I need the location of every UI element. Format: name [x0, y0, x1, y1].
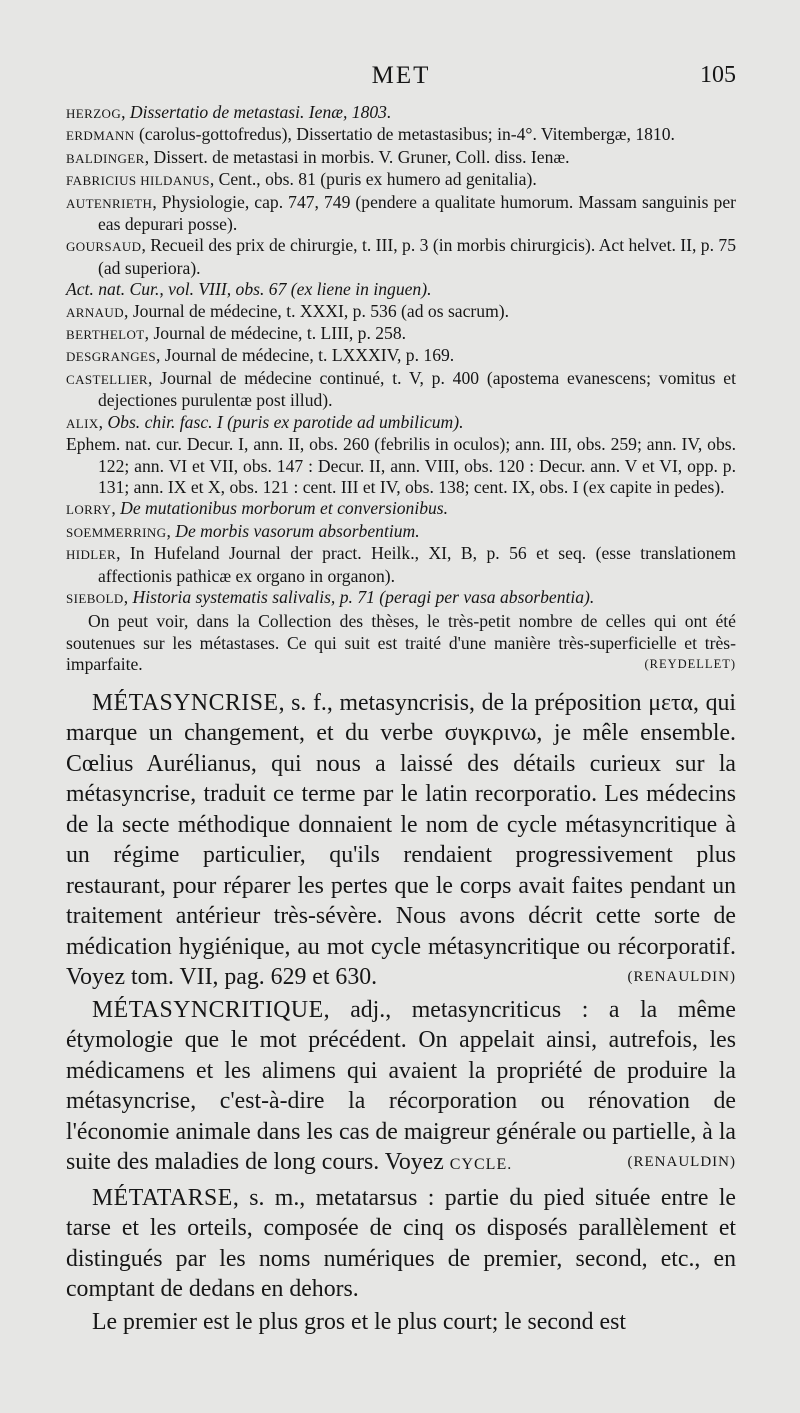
bib-author: SIEBOLD [66, 590, 124, 606]
bib-text: Journal de médecine, t. LIII, p. 258. [153, 323, 407, 344]
bib-entry: AUTENRIETH, Physiologie, cap. 747, 749 (pendere a qualitate humorum. Massam sanguinis per eas depurari posse). [66, 191, 736, 235]
article-metasyncrise [66, 688, 736, 993]
bib-author: HERZOG [66, 106, 122, 121]
bib-author: ARNAUD [66, 304, 125, 320]
bib-text: Journal de médecine, t. LXXXIV, p. 169. [164, 345, 455, 366]
bib-text: De mutationibus morborum et conversionibus. [120, 498, 449, 519]
article-text: , adj., metasyncriticus : a la même étymologie que le mot précédent. On appelait ainsi, autrefois, les médicamens et les alimens qui avaient la propriété de produire la métasyncrise, c'est-à-dire la récorporation ou rénovation de l'économie animale dans les cas de maigreur générale ou partielle, à la suite des maladies de long cours. Voyez [66, 996, 736, 1176]
bib-entry [66, 124, 736, 146]
bib-entry: ARNAUD, Journal de médecine, t. XXXI, p. 536 (ad os sacrum). [66, 300, 510, 321]
bib-entry: SOEMMERRING, De morbis vasorum absorbentium. [66, 520, 420, 541]
bib-text: Obs. chir. fasc. I (puris ex parotide ad umbilicum). [107, 411, 464, 432]
article-text: , s. m., metatarsus : partie du pied située entre le tarse et les orteils, composée de cinq os disposés parallèlement et distingués par les noms numériques de premier, second, etc., en comptant de dedans en dehors. [66, 1184, 736, 1303]
bib-entry: DESGRANGES, Journal de médecine, t. LXXXIV, p. 169. [66, 345, 455, 366]
bib-text: (carolus-gottofredus), Dissertatio de metastasibus; in-4°. Vitembergæ, 1810. [138, 124, 675, 145]
article-metasyncritique [66, 995, 736, 1181]
article-lemma: MÉTASYNCRISE [92, 689, 279, 716]
bib-author: ERDMANN [66, 128, 135, 144]
bib-author: GOURSAUD [66, 239, 142, 255]
article-lemma: MÉTATARSE [92, 1184, 233, 1211]
running-head: MET [371, 62, 431, 89]
bib-text: Journal de médecine continué, t. V, p. 400 (apostema evanescens; vomitus et dejectiones purulentæ post illud). [98, 367, 736, 411]
article-text: Le premier est le plus gros et le plus court; le second est [92, 1308, 626, 1335]
bib-entry: HIDLER, In Hufeland Journal der pract. Heilk., XI, B, p. 56 et seq. (esse translationem affectionis pathicæ ex organo in organon). [66, 543, 736, 586]
bib-entry: FABRICIUS HILDANUS, Cent., obs. 81 (puris ex humero ad genitalia). [66, 169, 537, 190]
bib-text: Cent., obs. 81 (puris ex humero ad genitalia). [218, 169, 537, 190]
bib-entry: CASTELLIER, Journal de médecine continué, t. V, p. 400 (apostema evanescens; vomitus et dejectiones purulentæ post illud). [66, 367, 736, 411]
article-lemma: MÉTASYNCRITIQUE [92, 996, 324, 1023]
article-signature: (RENAULDIN) [627, 1154, 736, 1171]
bib-text: Act. nat. Cur., vol. VIII, obs. 67 (ex liene in inguen). [66, 279, 432, 300]
bib-author: LORRY [66, 502, 112, 518]
bib-text: De morbis vasorum absorbentium. [175, 520, 420, 541]
bib-entry: BALDINGER, Dissert. de metastasi in morbis. V. Gruner, Coll. diss. Ienæ. [66, 146, 570, 167]
bib-entry [66, 279, 736, 300]
bibliography [66, 102, 736, 676]
bib-entry: GOURSAUD, Recueil des prix de chirurgie, t. III, p. 3 (in morbis chirurgicis). Act helvet. II, p. 75 (ad superiora). [66, 235, 736, 278]
article-metatarse [66, 1183, 736, 1305]
article-continuation [66, 1307, 736, 1338]
bib-entry: SIEBOLD, Historia systematis salivalis, p. 71 (peragi per vasa absorbentia). [66, 586, 595, 607]
bib-text: Ephem. nat. cur. Decur. I, ann. II, obs. 260 (febrilis in oculos); ann. III, obs. 259; ann. IV, obs. 122; ann. VI et VII, obs. 147 : Decur. II, ann. VIII, obs. 120 : Decur. ann. V et VI, opp. p. 131; ann. IX et X, obs. 121 : cent. III et IV, obs. 138; cent. IX, obs. I (ex capite in pedes). [66, 434, 736, 497]
bib-text: Physiologie, cap. 747, 749 (pendere a qualitate humorum. Massam sanguinis per eas depurari posse). [98, 191, 736, 235]
article-text: , s. f., metasyncrisis, de la préposition μετα, qui marque un changement, et du verbe συγκρινω, je mêle ensemble. Cœlius Aurélianus, qui nous a laissé des détails curieux sur la métasyncrise, traduit ce terme par le latin recorporatio. Les médecins de la secte méthodique donnaient le nom de cycle métasyncritique à un régime particulier, qu'ils rendaient progressivement plus restaurant, pour réparer les pertes que le corps avait faites pendant un traitement antérieur très-sévère. Nous avons décrit cette sorte de médication hygiénique, au mot cycle métasyncritique ou récorporatif. Voyez tom. VII, pag. 629 et 630. [66, 689, 736, 991]
note-signature: (REYDELLET) [644, 657, 736, 672]
bib-entry [66, 434, 736, 498]
bib-author: BERTHELOT [66, 327, 145, 343]
bib-entry: ALIX, Obs. chir. fasc. I (puris ex parotide ad umbilicum). [66, 411, 464, 432]
bib-author: FABRICIUS HILDANUS [66, 173, 210, 189]
article-signature: (RENAULDIN) [627, 969, 736, 986]
bib-author: ALIX [66, 415, 99, 431]
note-text: On peut voir, dans la Collection des thèses, le très-petit nombre de celles qui ont été soutenues sur les métastases. Ce qui suit est traité d'une manière très-superficielle et très-imparfaite. [66, 611, 736, 675]
bib-author: BALDINGER [66, 150, 145, 166]
bib-author: SOEMMERRING [66, 524, 167, 540]
bib-text: Dissert. de metastasi in morbis. V. Gruner, Coll. diss. Ienæ. [153, 146, 570, 167]
bib-author: AUTENRIETH [66, 195, 153, 211]
bib-entry: BERTHELOT, Journal de médecine, t. LIII, p. 258. [66, 323, 407, 344]
bib-author: HIDLER [66, 547, 117, 563]
editor-note [66, 611, 736, 675]
page-number: 105 [700, 62, 736, 88]
bib-text: Recueil des prix de chirurgie, t. III, p. 3 (in morbis chirurgicis). Act helvet. II, p. 75 (ad superiora). [98, 235, 736, 278]
page-header [66, 58, 736, 102]
bib-author: CASTELLIER [66, 371, 148, 387]
dictionary-articles [66, 688, 736, 1338]
bib-entry: HERZOG, Dissertatio de metastasi. Ienæ, 1803. [66, 102, 392, 122]
bib-text: In Hufeland Journal der pract. Heilk., XI, B, p. 56 et seq. (esse translationem affectionis pathicæ ex organo in organon). [98, 543, 736, 586]
bib-entry: LORRY, De mutationibus morborum et conversionibus. [66, 498, 449, 519]
bib-text: Journal de médecine, t. XXXI, p. 536 (ad os sacrum). [132, 300, 510, 321]
article-crossref: CYCLE. [449, 1156, 513, 1174]
bib-author: DESGRANGES [66, 349, 156, 365]
bib-text: Dissertatio de metastasi. Ienæ, 1803. [129, 102, 392, 122]
bib-text: Historia systematis salivalis, p. 71 (peragi per vasa absorbentia). [132, 586, 595, 607]
